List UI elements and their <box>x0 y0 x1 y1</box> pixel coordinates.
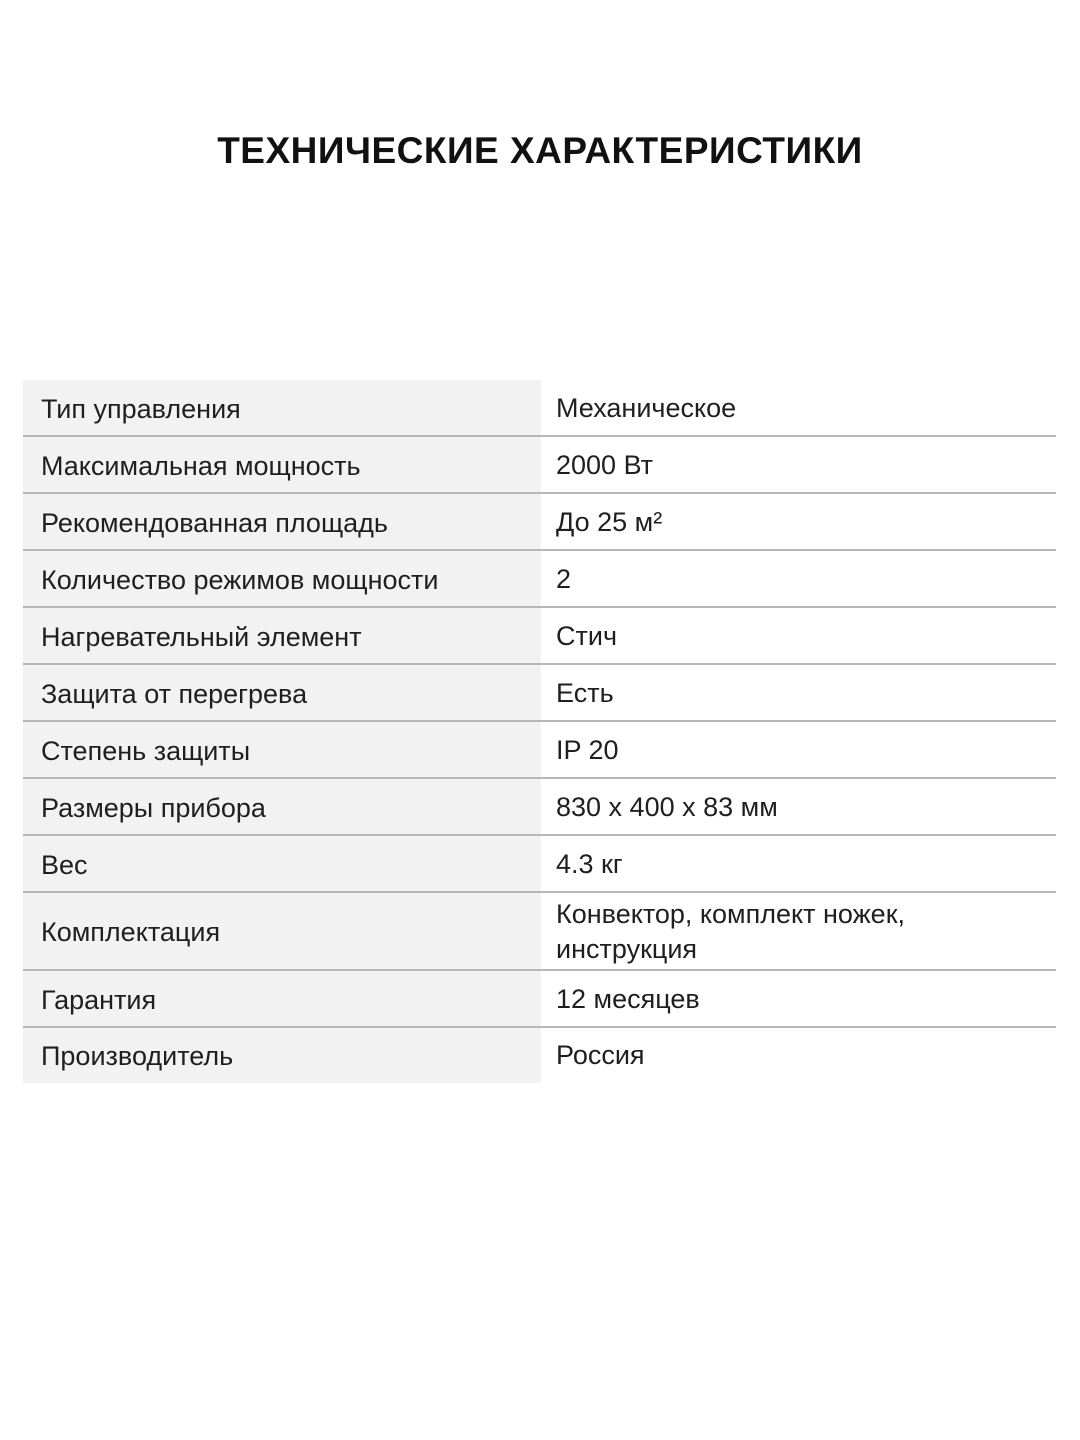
spec-value: Стич <box>556 621 618 651</box>
spec-row <box>23 893 1056 971</box>
spec-key: Степень защиты <box>23 722 541 779</box>
spec-key: Гарантия <box>23 971 541 1028</box>
spec-key: Количество режимов мощности <box>23 551 541 608</box>
spec-row <box>23 779 1056 836</box>
spec-value: До 25 м² <box>556 507 663 537</box>
page-title: ТЕХНИЧЕСКИЕ ХАРАКТЕРИСТИКИ <box>217 130 863 171</box>
spec-value: 830 х 400 х 83 мм <box>556 792 778 822</box>
spec-key: Производитель <box>23 1028 541 1083</box>
spec-key: Комплектация <box>23 893 541 971</box>
spec-key: Максимальная мощность <box>23 437 541 494</box>
spec-key: Защита от перегрева <box>23 665 541 722</box>
spec-value: 2000 Вт <box>556 450 654 480</box>
spec-value: 2 <box>556 564 572 594</box>
spec-row <box>23 380 1056 437</box>
spec-value: IP 20 <box>556 735 619 765</box>
spec-value: 12 месяцев <box>556 984 700 1014</box>
spec-row <box>23 971 1056 1028</box>
spec-key: Размеры прибора <box>23 779 541 836</box>
spec-key: Рекомендованная площадь <box>23 494 541 551</box>
spec-value: Россия <box>556 1040 645 1070</box>
spec-key: Вес <box>23 836 541 893</box>
spec-row <box>23 437 1056 494</box>
specs-table <box>23 380 1056 1083</box>
spec-value: Механическое <box>556 393 737 423</box>
spec-row <box>23 722 1056 779</box>
spec-value: Есть <box>556 678 614 708</box>
spec-row <box>23 494 1056 551</box>
spec-row <box>23 836 1056 893</box>
spec-value: Конвектор, комплект ножек, инструкция <box>556 899 906 964</box>
spec-row <box>23 665 1056 722</box>
spec-value: 4.3 кг <box>556 849 623 879</box>
spec-row <box>23 1028 1056 1083</box>
spec-row <box>23 551 1056 608</box>
spec-row <box>23 608 1056 665</box>
spec-key: Тип управления <box>23 380 541 437</box>
spec-key: Нагревательный элемент <box>23 608 541 665</box>
